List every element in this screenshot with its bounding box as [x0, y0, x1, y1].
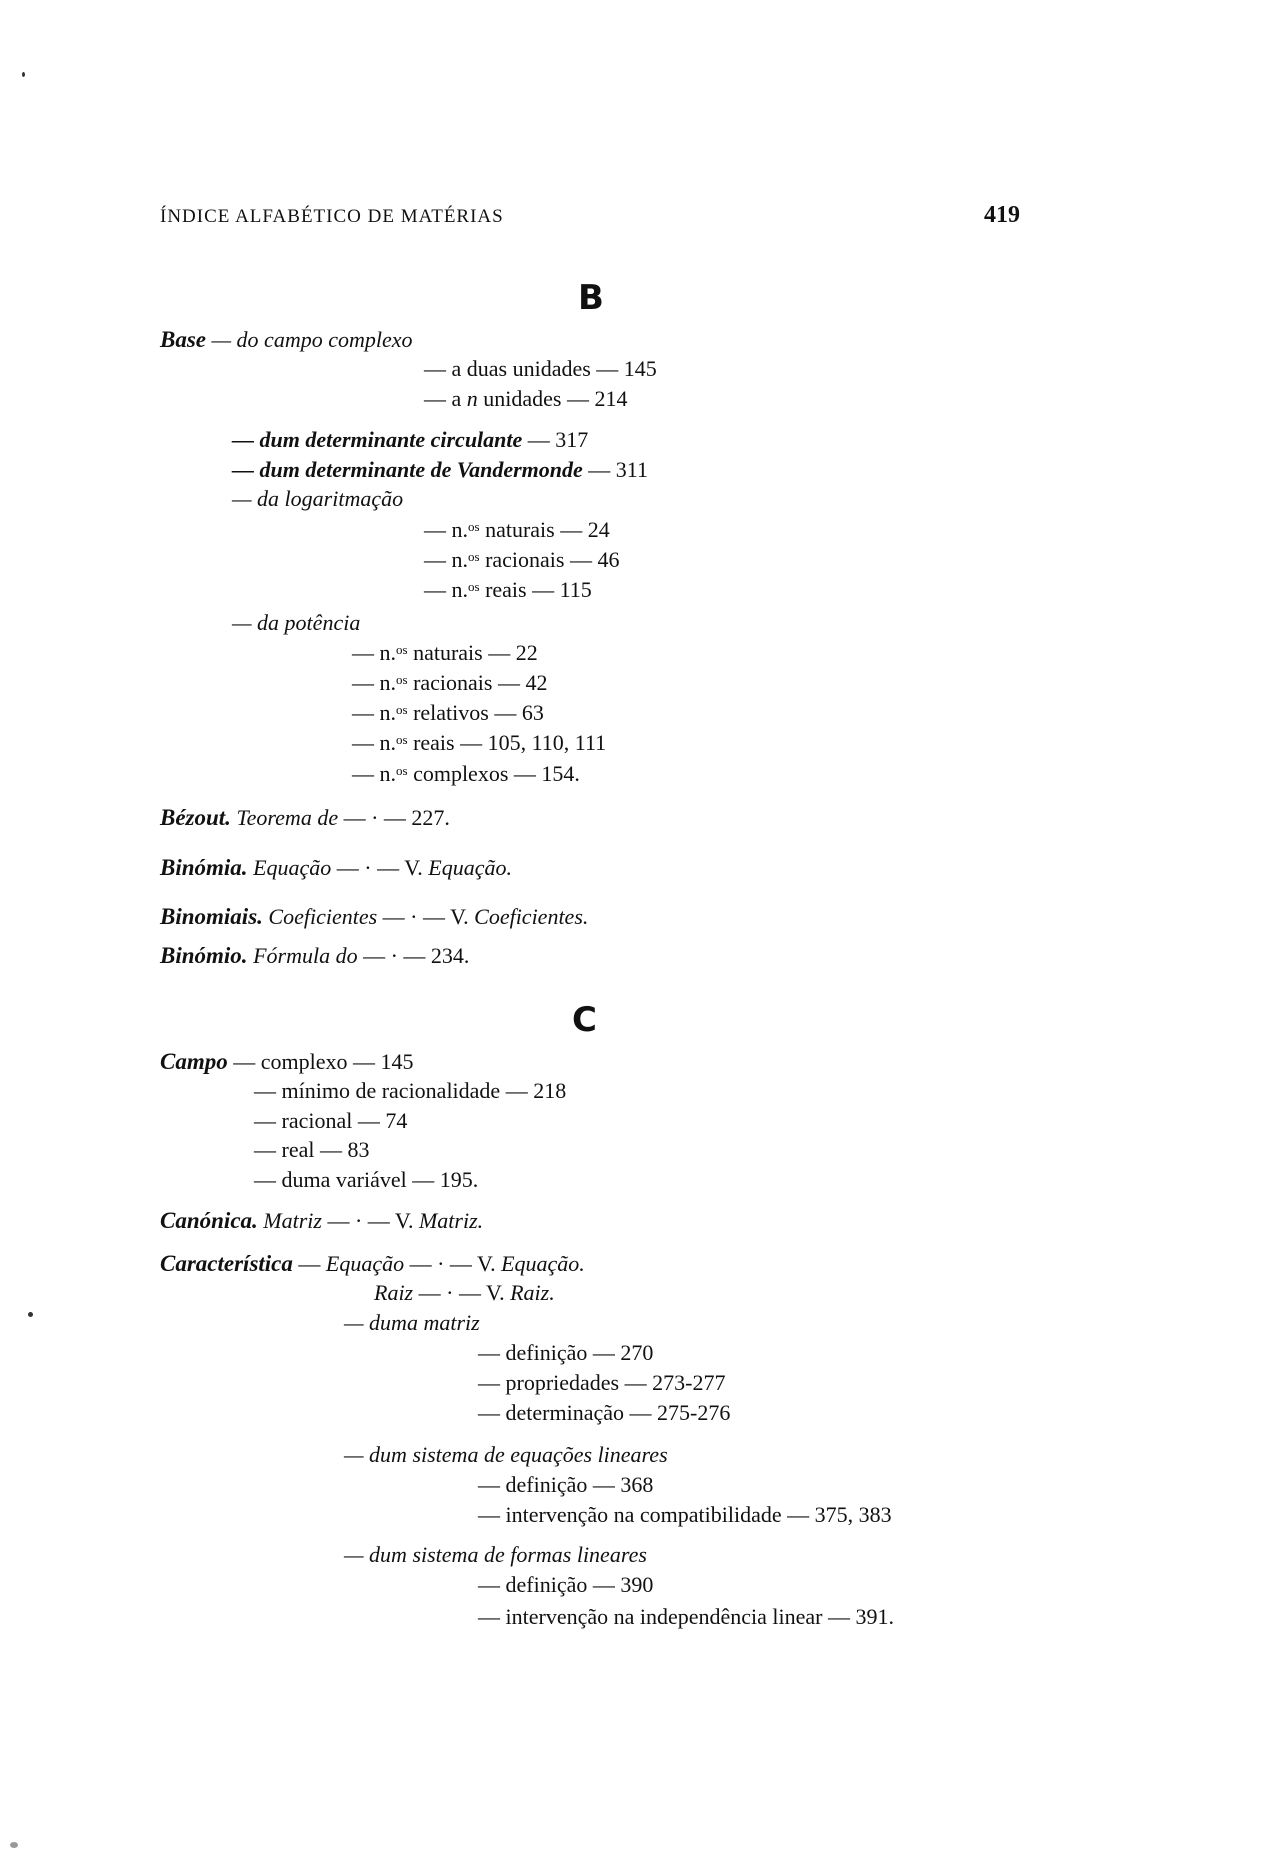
entry-base-sub: — n.$^{os}$ racionais — 42 — [352, 670, 548, 695]
entry-campo-sub: — racional — 74 — [254, 1108, 408, 1133]
entry-base-sub: — n.$^{os}$ naturais — 22 — [352, 640, 538, 665]
entry-binomiais: Binomiais. Coeficientes — · — V. Coeficientes. — [160, 904, 589, 929]
entry-base-sub: — dum determinante circulante — 317 — [232, 427, 589, 452]
entry-bezout: Bézout. Teorema de — · — 227. — [160, 805, 450, 830]
running-title: ÍNDICE ALFABÉTICO DE MATÉRIAS — [160, 206, 504, 227]
entry-binomio: Binómio. Fórmula do — · — 234. — [160, 943, 470, 968]
entry-campo-sub: — mínimo de racionalidade — 218 — [254, 1078, 567, 1103]
page-number: 419 — [984, 202, 1020, 228]
running-header — [160, 202, 1020, 232]
entry-binomia: Binómia. Equação — · — V. Equação. — [160, 855, 512, 880]
entry-caracteristica-sub: — intervenção na independência linear — 391. — [478, 1604, 895, 1629]
scan-speck — [10, 1842, 18, 1848]
entry-base-sub: — n.$^{os}$ reais — 105, 110, 111 — [352, 730, 607, 755]
entry-base-sub: — n.$^{os}$ complexos — 154. — [352, 761, 580, 786]
entry-campo: Campo — complexo — 145 — [160, 1049, 414, 1074]
entry-base: Base — do campo complexo — [160, 327, 413, 352]
entry-caracteristica-sub: — definição — 270 — [478, 1340, 654, 1365]
scan-speck — [28, 1312, 33, 1317]
entry-base-sub: — a n unidades — 214 — [424, 386, 628, 411]
entry-base-sub: — da potência — [232, 610, 361, 635]
entry-caracteristica-sub: — definição — 390 — [478, 1572, 654, 1597]
scan-speck — [22, 72, 25, 77]
entry-caracteristica-sub: — dum sistema de equações lineares — [344, 1442, 668, 1467]
entry-caracteristica-sub: — propriedades — 273-277 — [478, 1370, 726, 1395]
entry-caracteristica: Característica — Equação — · — V. Equação. — [160, 1251, 585, 1276]
section-letter-c: C — [572, 1000, 597, 1040]
entry-caracteristica-sub: — duma matriz — [344, 1310, 480, 1335]
entry-base-sub: — a duas unidades — 145 — [424, 356, 657, 381]
entry-campo-sub: — duma variável — 195. — [254, 1167, 479, 1192]
entry-base-sub: — n.$^{os}$ racionais — 46 — [424, 547, 620, 572]
entry-caracteristica-sub: — determinação — 275-276 — [478, 1400, 731, 1425]
entry-base-sub: — n.$^{os}$ naturais — 24 — [424, 517, 610, 542]
entry-caracteristica-sub: Raiz — · — V. Raiz. — [374, 1280, 555, 1305]
entry-base-sub: — n.$^{os}$ reais — 115 — [424, 577, 592, 602]
entry-base-sub: — da logaritmação — [232, 486, 404, 511]
section-letter-b: B — [578, 278, 604, 318]
entry-campo-sub: — real — 83 — [254, 1137, 370, 1162]
entry-base-sub: — n.$^{os}$ relativos — 63 — [352, 700, 544, 725]
entry-caracteristica-sub: — definição — 368 — [478, 1472, 654, 1497]
entry-base-sub: — dum determinante de Vandermonde — 311 — [232, 457, 648, 482]
entry-caracteristica-sub: — dum sistema de formas lineares — [344, 1542, 647, 1567]
entry-caracteristica-sub: — intervenção na compatibilidade — 375, 383 — [478, 1502, 892, 1527]
entry-canonica: Canónica. Matriz — · — V. Matriz. — [160, 1208, 484, 1233]
